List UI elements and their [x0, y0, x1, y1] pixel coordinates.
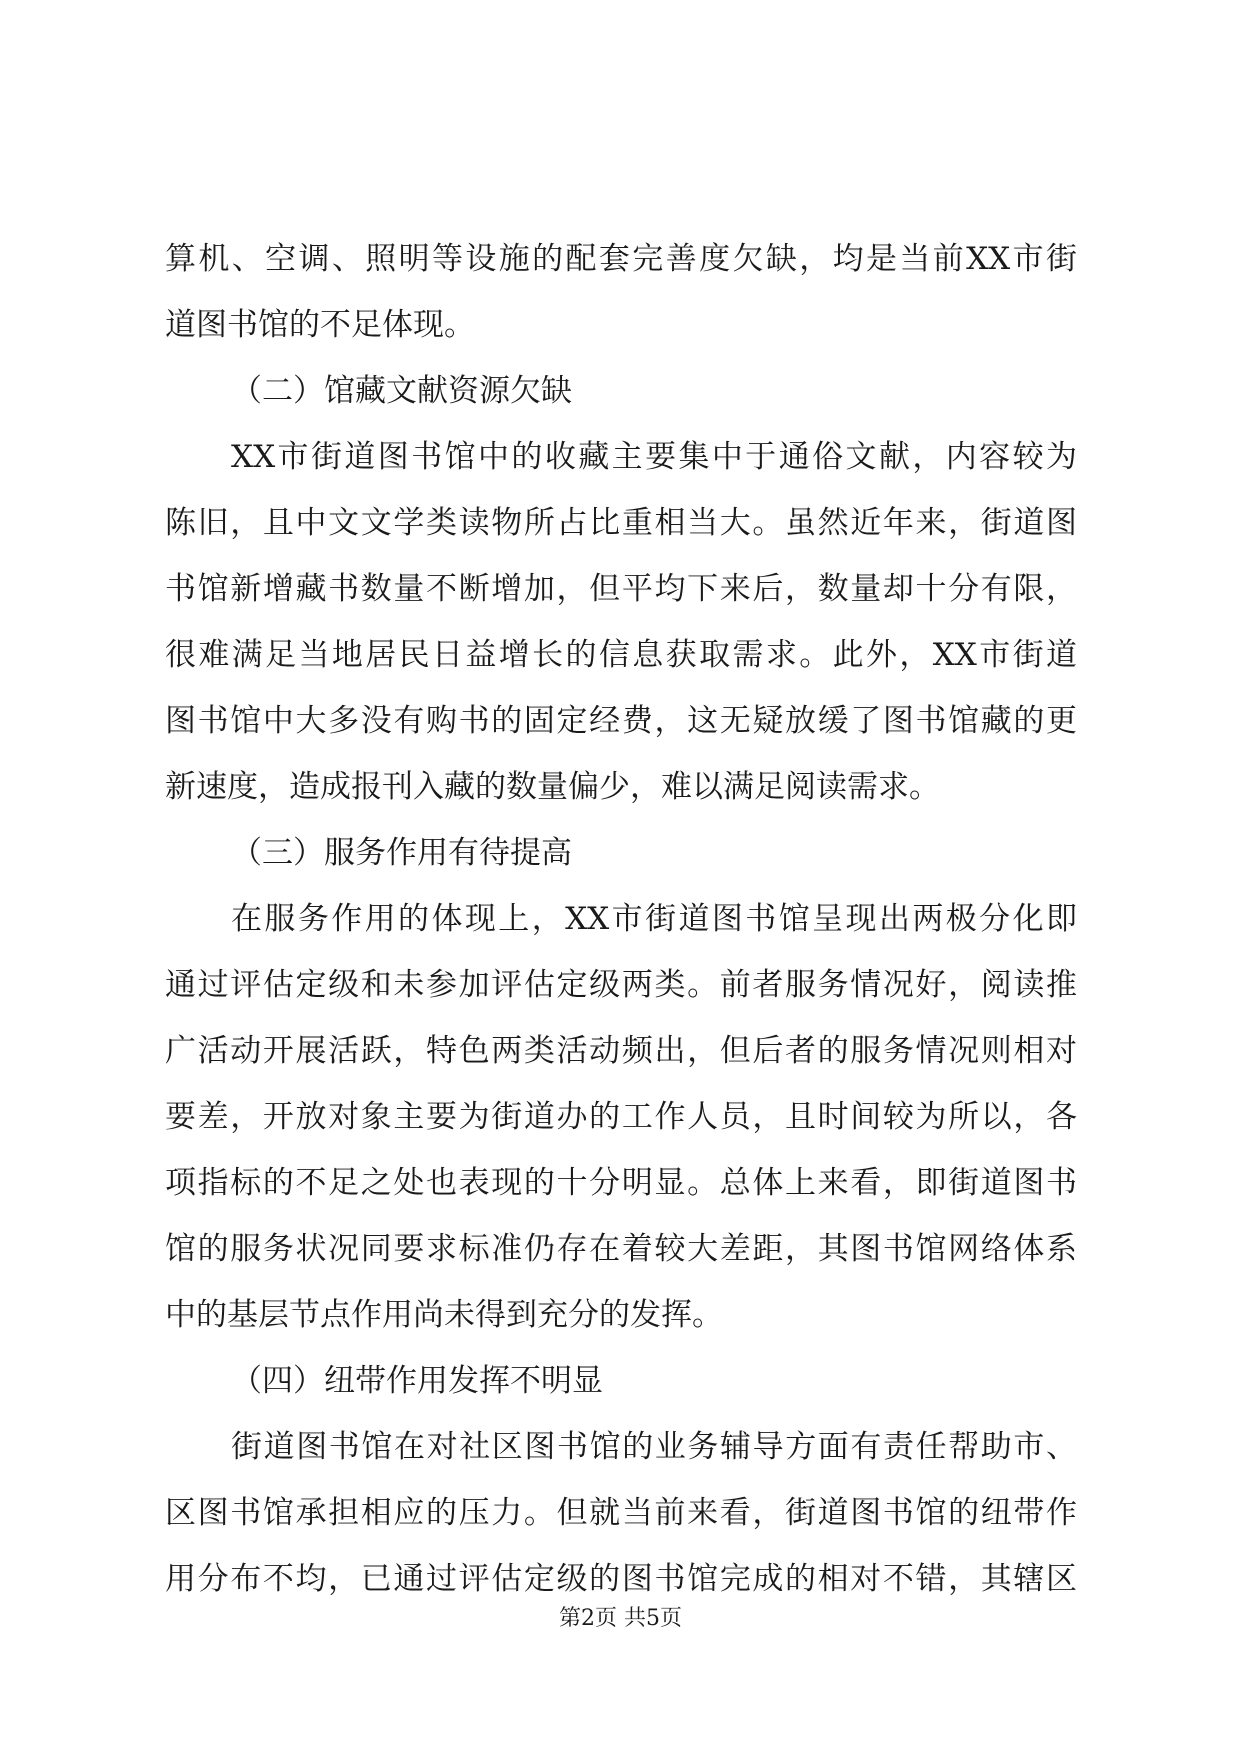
paragraph-line: 中的基层节点作用尚未得到充分的发挥。 [165, 1297, 723, 1333]
body-text [165, 226, 1077, 1612]
paragraph-line: 陈旧，且中文文学类读物所占比重相当大。虽然近年来，街道图 [165, 505, 1077, 541]
paragraph-line: 馆的服务状况同要求标准仍存在着较大差距，其图书馆网络体系 [165, 1231, 1077, 1267]
paragraph-line: 道图书馆的不足体现。 [165, 307, 475, 343]
paragraph-line: 区图书馆承担相应的压力。但就当前来看，街道图书馆的纽带作 [165, 1495, 1077, 1531]
section-heading: （三）服务作用有待提高 [231, 835, 572, 871]
page-number-footer: 第2页 共5页 [559, 1606, 682, 1631]
paragraph-line: 街道图书馆在对社区图书馆的业务辅导方面有责任帮助市、 [231, 1429, 1077, 1465]
section-heading: （四）纽带作用发挥不明显 [231, 1363, 603, 1399]
paragraph-line: 新速度，造成报刊入藏的数量偏少，难以满足阅读需求。 [165, 769, 940, 805]
paragraph-line: 书馆新增藏书数量不断增加，但平均下来后，数量却十分有限， [165, 571, 1077, 607]
paragraph-line: 算机、空调、照明等设施的配套完善度欠缺，均是当前XX市街 [165, 241, 1077, 277]
paragraph-line: 通过评估定级和未参加评估定级两类。前者服务情况好，阅读推 [165, 967, 1077, 1003]
paragraph-line: 很难满足当地居民日益增长的信息获取需求。此外，XX市街道 [165, 637, 1077, 673]
paragraph-line: XX市街道图书馆中的收藏主要集中于通俗文献，内容较为 [231, 439, 1077, 475]
paragraph-line: 要差，开放对象主要为街道办的工作人员，且时间较为所以，各 [165, 1099, 1077, 1135]
paragraph-line: 在服务作用的体现上，XX市街道图书馆呈现出两极分化即 [231, 901, 1077, 937]
paragraph-line: 广活动开展活跃，特色两类活动频出，但后者的服务情况则相对 [165, 1033, 1077, 1069]
paragraph-line: 项指标的不足之处也表现的十分明显。总体上来看，即街道图书 [165, 1165, 1077, 1201]
section-heading: （二）馆藏文献资源欠缺 [231, 373, 572, 409]
paragraph-line: 图书馆中大多没有购书的固定经费，这无疑放缓了图书馆藏的更 [165, 703, 1077, 739]
paragraph-line: 用分布不均，已通过评估定级的图书馆完成的相对不错，其辖区 [165, 1561, 1077, 1597]
